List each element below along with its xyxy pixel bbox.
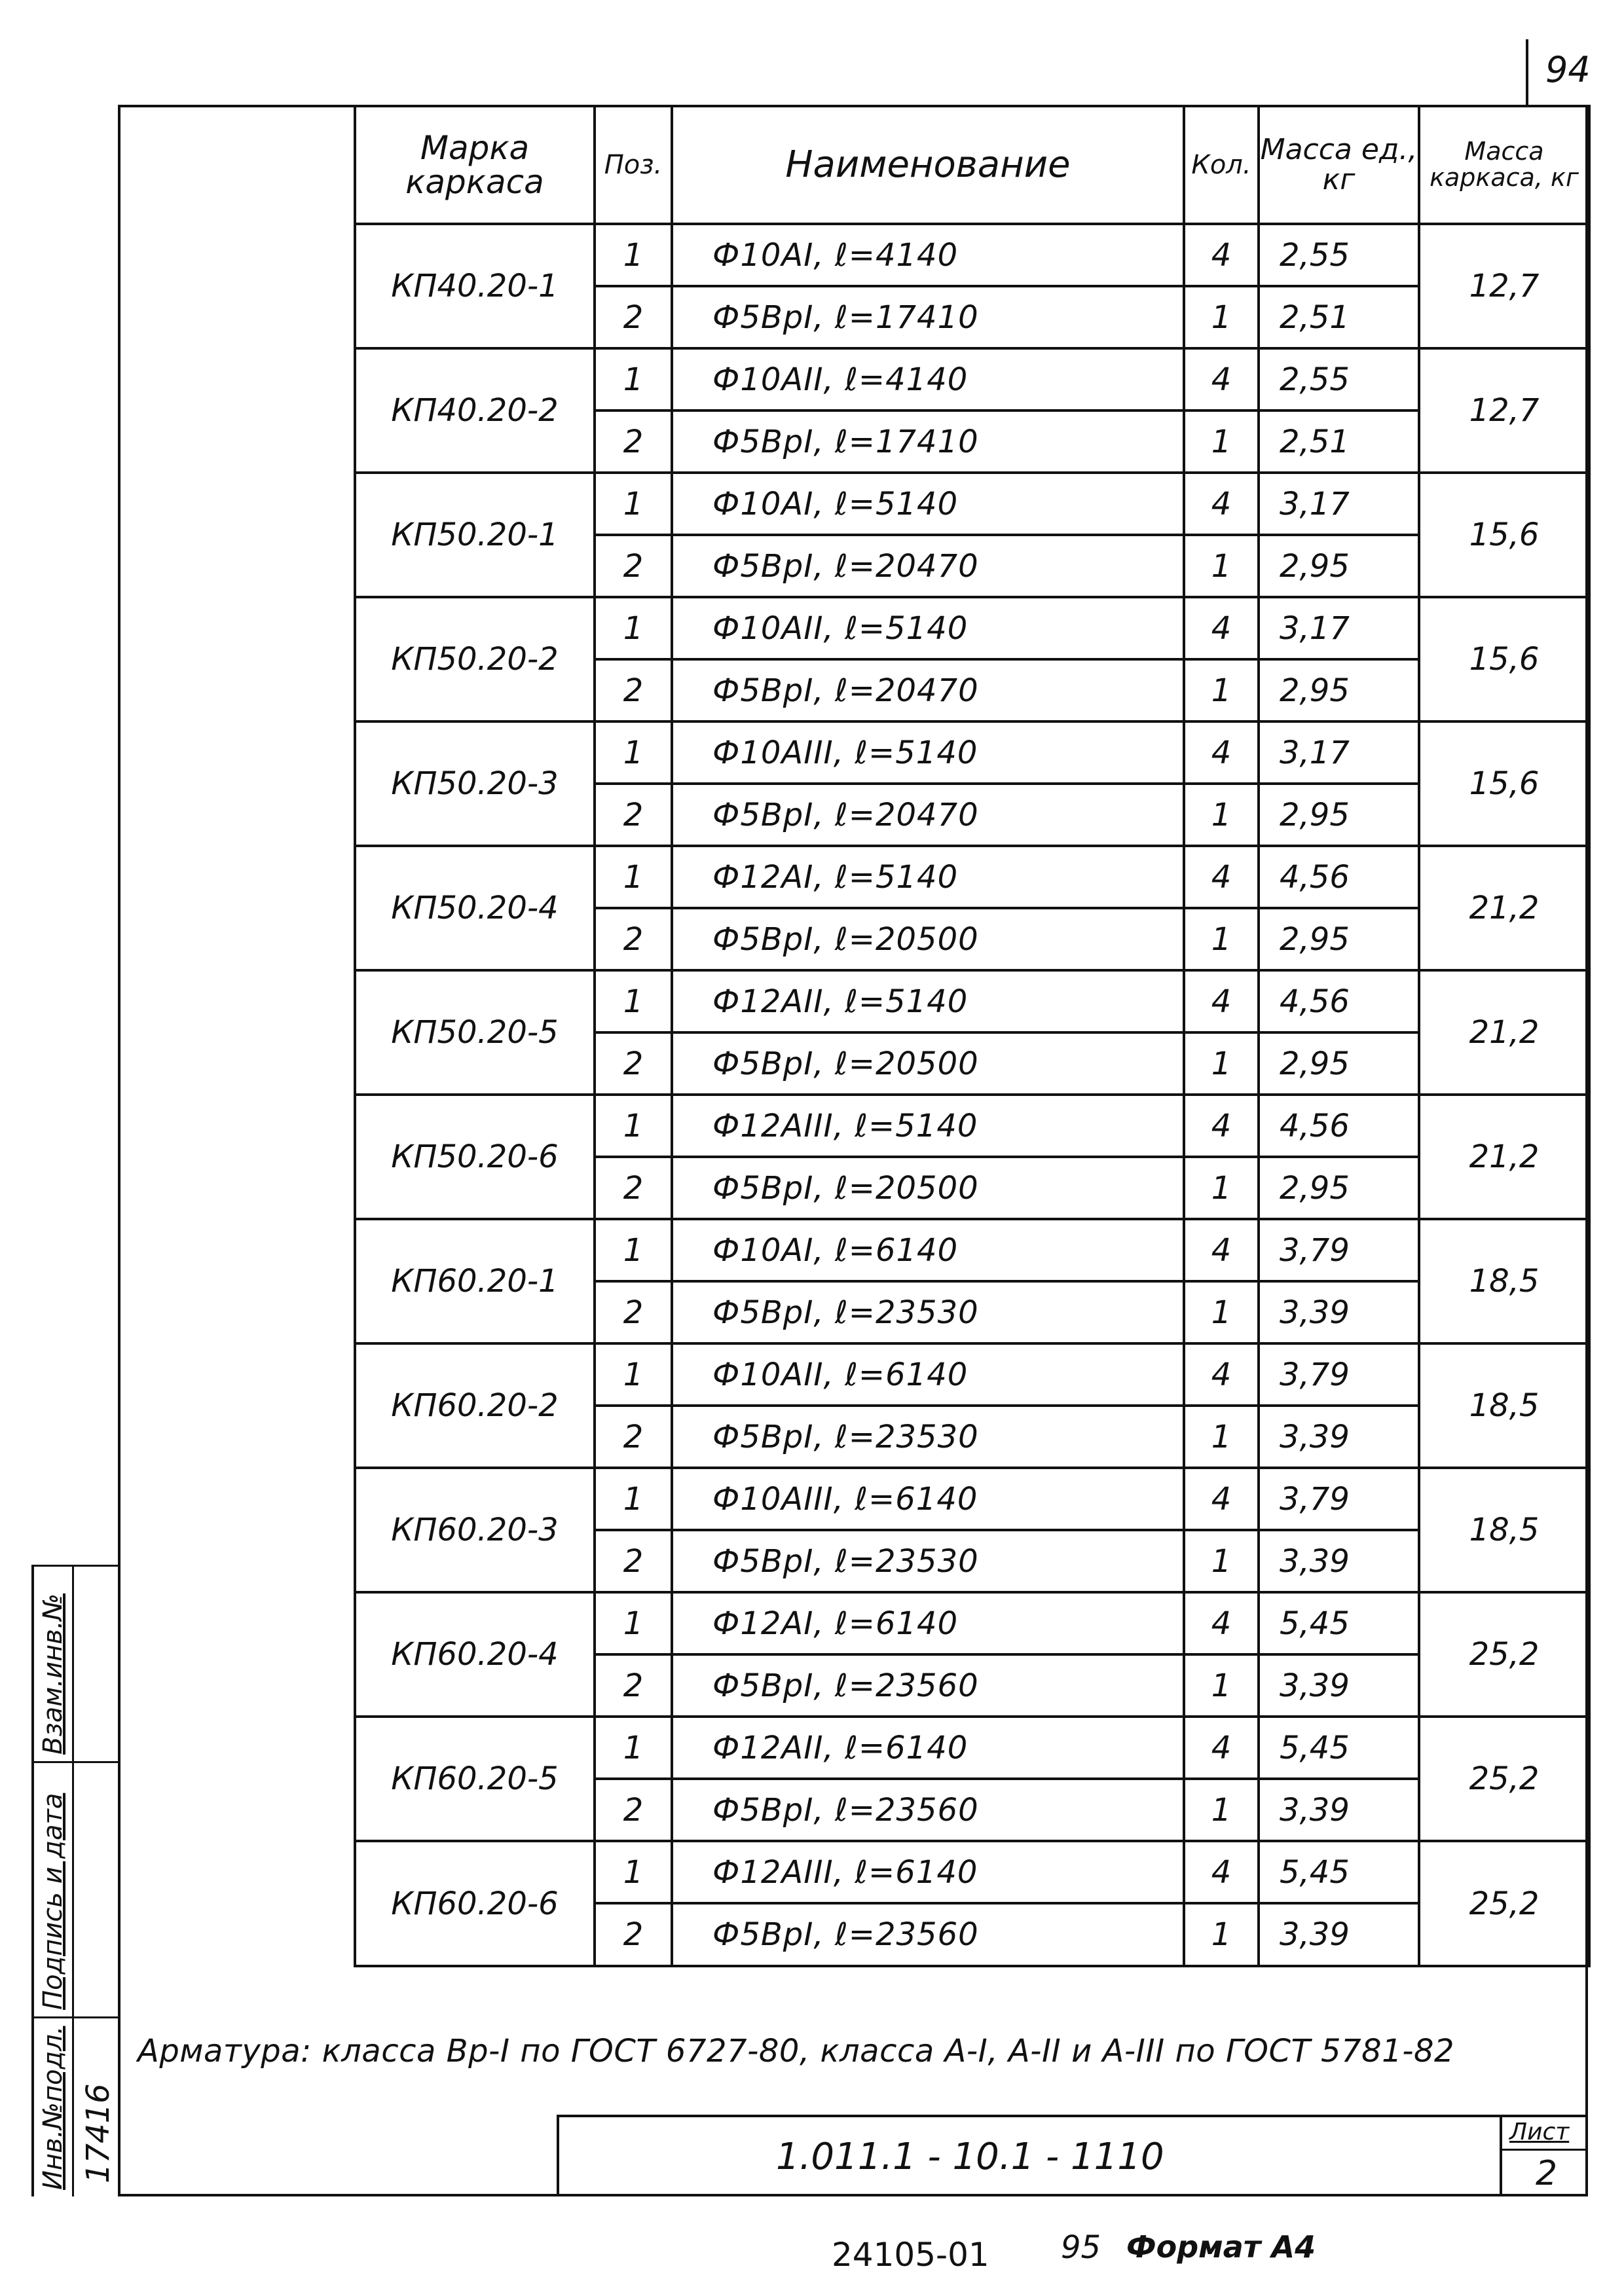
- item-name-cell: Ф10АI, ℓ=6140: [672, 1219, 1184, 1281]
- quantity-cell: 4: [1184, 1468, 1259, 1530]
- quantity-cell: 1: [1184, 1032, 1259, 1095]
- position-cell: 1: [595, 348, 672, 410]
- unit-mass-cell: 3,17: [1259, 473, 1419, 535]
- position-cell: 1: [595, 1717, 672, 1779]
- position-cell: 1: [595, 224, 672, 286]
- frame-mark-cell: КП50.20-5: [355, 970, 595, 1095]
- table-row: [355, 1219, 1589, 1281]
- quantity-cell: 4: [1184, 1219, 1259, 1281]
- position-cell: 2: [595, 1406, 672, 1468]
- frame-mass-cell: 21,2: [1419, 1095, 1589, 1219]
- frame-mass-cell: 15,6: [1419, 721, 1589, 846]
- position-cell: 2: [595, 784, 672, 846]
- quantity-cell: 1: [1184, 908, 1259, 970]
- side-strip-top-line: [31, 1565, 120, 1567]
- table-row: [355, 1095, 1589, 1157]
- position-cell: 1: [595, 970, 672, 1032]
- quantity-cell: 1: [1184, 784, 1259, 846]
- unit-mass-cell: 3,39: [1259, 1903, 1419, 1966]
- frame-mark-cell: КП60.20-5: [355, 1717, 595, 1841]
- quantity-cell: 4: [1184, 224, 1259, 286]
- unit-mass-cell: 3,39: [1259, 1654, 1419, 1717]
- page-number-top: 94: [1545, 49, 1591, 90]
- frame-mass-cell: 25,2: [1419, 1717, 1589, 1841]
- item-name-cell: Ф5ВрI, ℓ=23530: [672, 1406, 1184, 1468]
- frame-mark-cell: КП60.20-2: [355, 1343, 595, 1468]
- table-row: [355, 721, 1589, 784]
- position-cell: 1: [595, 1219, 672, 1281]
- table-row: [355, 597, 1589, 659]
- quantity-cell: 4: [1184, 1095, 1259, 1157]
- item-name-cell: Ф10АII, ℓ=4140: [672, 348, 1184, 410]
- frame-mass-cell: 12,7: [1419, 224, 1589, 348]
- inv-no-orig-value: 17416: [80, 2083, 117, 2183]
- spec-table: [354, 105, 1591, 1967]
- frame-mark-cell: КП50.20-4: [355, 846, 595, 970]
- frame-mass-cell: 15,6: [1419, 473, 1589, 597]
- table-header-row: [355, 106, 1589, 224]
- position-cell: 1: [595, 1343, 672, 1406]
- unit-mass-cell: 3,39: [1259, 1779, 1419, 1841]
- item-name-cell: Ф5ВрI, ℓ=20470: [672, 535, 1184, 597]
- item-name-cell: Ф12АI, ℓ=6140: [672, 1592, 1184, 1654]
- item-name-cell: Ф10АI, ℓ=4140: [672, 224, 1184, 286]
- archive-number: 24105-01: [832, 2236, 989, 2274]
- item-name-cell: Ф10АII, ℓ=5140: [672, 597, 1184, 659]
- header-name: Наименование: [672, 106, 1184, 224]
- unit-mass-cell: 2,51: [1259, 410, 1419, 473]
- unit-mass-cell: 3,39: [1259, 1530, 1419, 1592]
- item-name-cell: Ф5ВрI, ℓ=23560: [672, 1903, 1184, 1966]
- reinforcement-note: Арматура: класса Вр-I по ГОСТ 6727-80, класса А-I, А-II и А-III по ГОСТ 5781-82: [138, 2033, 1455, 2069]
- item-name-cell: Ф5ВрI, ℓ=23530: [672, 1530, 1184, 1592]
- item-name-cell: Ф5ВрI, ℓ=20470: [672, 659, 1184, 721]
- item-name-cell: Ф5ВрI, ℓ=23530: [672, 1281, 1184, 1343]
- side-strip-split-1: [31, 1761, 120, 1763]
- unit-mass-cell: 3,17: [1259, 721, 1419, 784]
- item-name-cell: Ф5ВрI, ℓ=23560: [672, 1779, 1184, 1841]
- position-cell: 2: [595, 1032, 672, 1095]
- unit-mass-cell: 2,95: [1259, 784, 1419, 846]
- unit-mass-cell: 5,45: [1259, 1592, 1419, 1654]
- item-name-cell: Ф10АII, ℓ=6140: [672, 1343, 1184, 1406]
- position-cell: 2: [595, 535, 672, 597]
- page-number-box-line: [1526, 39, 1528, 105]
- table-row: [355, 846, 1589, 908]
- unit-mass-cell: 2,51: [1259, 286, 1419, 348]
- position-cell: 2: [595, 659, 672, 721]
- quantity-cell: 1: [1184, 1779, 1259, 1841]
- item-name-cell: Ф12АI, ℓ=5140: [672, 846, 1184, 908]
- position-cell: 2: [595, 1157, 672, 1219]
- paper-format: Формат А4: [1126, 2229, 1316, 2265]
- position-cell: 1: [595, 1592, 672, 1654]
- unit-mass-cell: 5,45: [1259, 1841, 1419, 1903]
- item-name-cell: Ф12АIII, ℓ=5140: [672, 1095, 1184, 1157]
- position-cell: 1: [595, 846, 672, 908]
- quantity-cell: 1: [1184, 1281, 1259, 1343]
- quantity-cell: 4: [1184, 1343, 1259, 1406]
- frame-mass-cell: 21,2: [1419, 846, 1589, 970]
- sheet-label: Лист: [1509, 2119, 1570, 2145]
- frame-mass-cell: 12,7: [1419, 348, 1589, 473]
- frame-mark-cell: КП60.20-6: [355, 1841, 595, 1966]
- sign-date-label: Подпись и дата: [38, 1793, 68, 2010]
- item-name-cell: Ф12АII, ℓ=5140: [672, 970, 1184, 1032]
- quantity-cell: 4: [1184, 721, 1259, 784]
- stamp-top-line: [557, 2115, 1588, 2117]
- quantity-cell: 4: [1184, 348, 1259, 410]
- unit-mass-cell: 5,45: [1259, 1717, 1419, 1779]
- stamp-sheet-divider: [1500, 2115, 1502, 2196]
- quantity-cell: 1: [1184, 659, 1259, 721]
- frame-mark-cell: КП50.20-1: [355, 473, 595, 597]
- quantity-cell: 1: [1184, 286, 1259, 348]
- side-strip-right-line: [118, 1565, 120, 2196]
- frame-mark-cell: КП40.20-2: [355, 348, 595, 473]
- frame-mark-cell: КП60.20-4: [355, 1592, 595, 1717]
- item-name-cell: Ф10АIII, ℓ=5140: [672, 721, 1184, 784]
- quantity-cell: 1: [1184, 1530, 1259, 1592]
- frame-bottom-line: [118, 2194, 1588, 2196]
- frame-mark-cell: КП40.20-1: [355, 224, 595, 348]
- quantity-cell: 4: [1184, 1841, 1259, 1903]
- position-cell: 1: [595, 1095, 672, 1157]
- frame-mark-cell: КП60.20-1: [355, 1219, 595, 1343]
- table-row: [355, 1592, 1589, 1654]
- header-mark: Марка каркаса: [355, 106, 595, 224]
- position-cell: 1: [595, 473, 672, 535]
- frame-mass-cell: 21,2: [1419, 970, 1589, 1095]
- position-cell: 2: [595, 1903, 672, 1966]
- position-cell: 1: [595, 597, 672, 659]
- quantity-cell: 4: [1184, 1592, 1259, 1654]
- table-row: [355, 224, 1589, 286]
- header-pos: Поз.: [595, 106, 672, 224]
- unit-mass-cell: 4,56: [1259, 846, 1419, 908]
- frame-mark-cell: КП50.20-6: [355, 1095, 595, 1219]
- unit-mass-cell: 2,95: [1259, 535, 1419, 597]
- header-frame-mass: Масса каркаса, кг: [1419, 106, 1589, 224]
- unit-mass-cell: 2,95: [1259, 1032, 1419, 1095]
- unit-mass-cell: 3,79: [1259, 1468, 1419, 1530]
- header-unit-mass: Масса ед., кг: [1259, 106, 1419, 224]
- frame-mass-cell: 18,5: [1419, 1468, 1589, 1592]
- position-cell: 2: [595, 410, 672, 473]
- position-cell: 2: [595, 1654, 672, 1717]
- quantity-cell: 1: [1184, 535, 1259, 597]
- item-name-cell: Ф5ВрI, ℓ=20500: [672, 908, 1184, 970]
- quantity-cell: 4: [1184, 1717, 1259, 1779]
- position-cell: 2: [595, 286, 672, 348]
- unit-mass-cell: 2,55: [1259, 224, 1419, 286]
- item-name-cell: Ф5ВрI, ℓ=20500: [672, 1157, 1184, 1219]
- table-row: [355, 1717, 1589, 1779]
- quantity-cell: 1: [1184, 410, 1259, 473]
- table-row: [355, 473, 1589, 535]
- side-strip-split-2: [31, 2016, 120, 2018]
- frame-mass-cell: 25,2: [1419, 1592, 1589, 1717]
- unit-mass-cell: 2,95: [1259, 908, 1419, 970]
- position-cell: 2: [595, 908, 672, 970]
- unit-mass-cell: 3,39: [1259, 1281, 1419, 1343]
- position-cell: 2: [595, 1281, 672, 1343]
- position-cell: 1: [595, 1841, 672, 1903]
- unit-mass-cell: 2,95: [1259, 1157, 1419, 1219]
- item-name-cell: Ф5ВрI, ℓ=17410: [672, 410, 1184, 473]
- sheet-number: 2: [1536, 2154, 1558, 2193]
- unit-mass-cell: 3,79: [1259, 1219, 1419, 1281]
- quantity-cell: 1: [1184, 1903, 1259, 1966]
- item-name-cell: Ф12АIII, ℓ=6140: [672, 1841, 1184, 1903]
- position-cell: 2: [595, 1530, 672, 1592]
- stamp-left-line: [557, 2115, 559, 2196]
- item-name-cell: Ф5ВрI, ℓ=20470: [672, 784, 1184, 846]
- frame-mark-cell: КП50.20-3: [355, 721, 595, 846]
- position-cell: 1: [595, 1468, 672, 1530]
- item-name-cell: Ф5ВрI, ℓ=20500: [672, 1032, 1184, 1095]
- unit-mass-cell: 2,55: [1259, 348, 1419, 410]
- item-name-cell: Ф10АIII, ℓ=6140: [672, 1468, 1184, 1530]
- quantity-cell: 1: [1184, 1406, 1259, 1468]
- unit-mass-cell: 4,56: [1259, 1095, 1419, 1157]
- unit-mass-cell: 3,17: [1259, 597, 1419, 659]
- frame-mass-cell: 18,5: [1419, 1219, 1589, 1343]
- replaced-inv-label: Взам.инв.№: [38, 1593, 68, 1755]
- table-row: [355, 1841, 1589, 1903]
- unit-mass-cell: 4,56: [1259, 970, 1419, 1032]
- unit-mass-cell: 3,79: [1259, 1343, 1419, 1406]
- quantity-cell: 4: [1184, 473, 1259, 535]
- position-cell: 2: [595, 1779, 672, 1841]
- frame-mass-cell: 25,2: [1419, 1841, 1589, 1966]
- spec-body: [355, 224, 1589, 1966]
- inv-no-orig-label: Инв.№подл.: [38, 2026, 68, 2190]
- unit-mass-cell: 2,95: [1259, 659, 1419, 721]
- quantity-cell: 4: [1184, 970, 1259, 1032]
- table-row: [355, 970, 1589, 1032]
- frame-mass-cell: 15,6: [1419, 597, 1589, 721]
- frame-mark-cell: КП50.20-2: [355, 597, 595, 721]
- item-name-cell: Ф5ВрI, ℓ=17410: [672, 286, 1184, 348]
- quantity-cell: 1: [1184, 1654, 1259, 1717]
- quantity-cell: 4: [1184, 846, 1259, 908]
- position-cell: 1: [595, 721, 672, 784]
- item-name-cell: Ф12АII, ℓ=6140: [672, 1717, 1184, 1779]
- quantity-cell: 4: [1184, 597, 1259, 659]
- side-strip-left-line: [31, 1565, 34, 2196]
- table-row: [355, 1468, 1589, 1530]
- item-name-cell: Ф5ВрI, ℓ=23560: [672, 1654, 1184, 1717]
- side-strip-col-line: [72, 1565, 74, 2196]
- frame-mass-cell: 18,5: [1419, 1343, 1589, 1468]
- frame-mark-cell: КП60.20-3: [355, 1468, 595, 1592]
- header-qty: Кол.: [1184, 106, 1259, 224]
- table-row: [355, 1343, 1589, 1406]
- unit-mass-cell: 3,39: [1259, 1406, 1419, 1468]
- table-row: [355, 348, 1589, 410]
- item-name-cell: Ф10АI, ℓ=5140: [672, 473, 1184, 535]
- quantity-cell: 1: [1184, 1157, 1259, 1219]
- document-code: 1.011.1 - 10.1 - 1110: [776, 2136, 1164, 2178]
- stamp-sheet-hline: [1500, 2149, 1588, 2151]
- footer-page-number: 95: [1061, 2229, 1101, 2266]
